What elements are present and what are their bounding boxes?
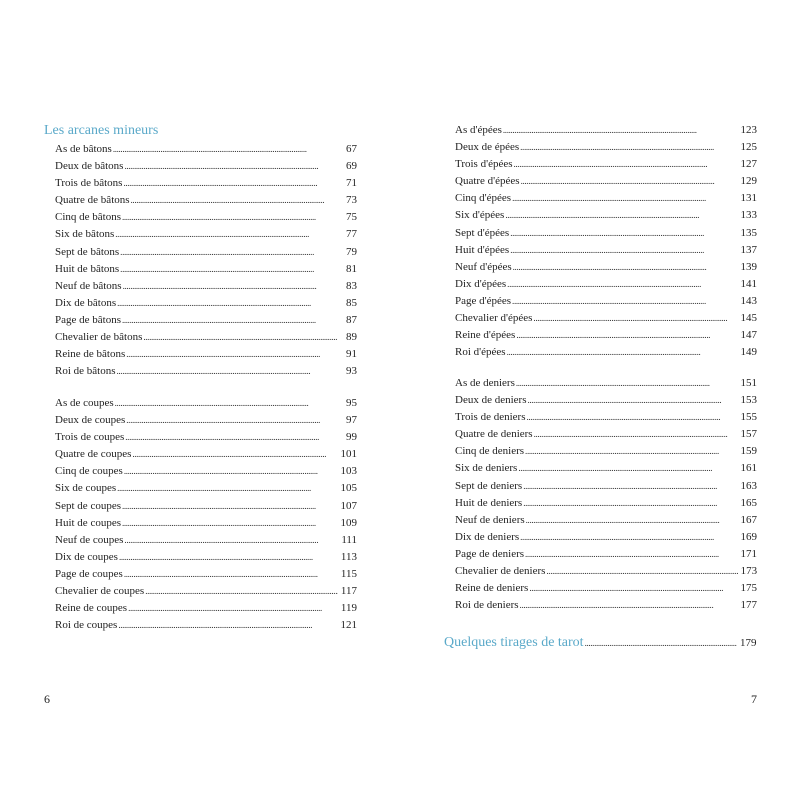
- dot-leader: [512, 190, 737, 207]
- dot-leader: [527, 392, 737, 409]
- dot-leader: [513, 259, 738, 276]
- toc-entry-page-number: 171: [740, 547, 757, 560]
- toc-entry-page-number: 87: [346, 313, 357, 326]
- toc-entry-label: Quatre d'épées: [455, 175, 520, 188]
- toc-entry-label: Cinq de deniers: [455, 445, 525, 458]
- toc-entry-page-number: 131: [740, 192, 757, 205]
- toc-entry-page-number: 95: [346, 397, 357, 409]
- toc-entry-page-number: 139: [740, 260, 757, 273]
- toc-entry-page-number: 155: [740, 411, 757, 424]
- toc-entry-label: Quatre de deniers: [455, 428, 533, 441]
- toc-entry[interactable]: [55, 463, 357, 480]
- toc-entry[interactable]: [55, 498, 357, 515]
- toc-entry[interactable]: [455, 443, 757, 460]
- dot-leader: [124, 532, 338, 549]
- toc-entry-page-number: 89: [346, 331, 357, 344]
- toc-entry-page-number: 173: [740, 565, 758, 578]
- toc-entry[interactable]: [55, 600, 357, 617]
- toc-entry[interactable]: [55, 583, 357, 600]
- toc-entry[interactable]: [55, 395, 357, 412]
- toc-entry-label: Page de bâtons: [55, 313, 121, 326]
- toc-entry[interactable]: [55, 261, 357, 278]
- toc-entry-label: Six d'épées: [455, 209, 505, 222]
- toc-entry-label: Quelques tirages de tarot: [444, 635, 584, 650]
- dot-leader: [526, 512, 738, 529]
- toc-entry-page-number: 179: [740, 637, 757, 649]
- toc-entry-label: Reine d'épées: [455, 329, 516, 342]
- toc-entry[interactable]: [455, 225, 757, 242]
- toc-entry-label: Reine de coupes: [55, 602, 128, 615]
- toc-entry[interactable]: [55, 566, 357, 583]
- dot-leader: [131, 192, 338, 209]
- dot-leader: [534, 426, 738, 443]
- toc-entry[interactable]: [55, 480, 357, 497]
- dot-leader: [126, 346, 338, 363]
- toc-entry-label: Chevalier de coupes: [55, 585, 145, 598]
- toc-entry[interactable]: [455, 190, 757, 207]
- toc-entry[interactable]: [55, 244, 357, 261]
- dot-leader: [518, 460, 737, 477]
- toc-entry-label: Sept de bâtons: [55, 245, 120, 258]
- toc-entry-label: Six de deniers: [455, 462, 518, 475]
- toc-entry-label: Dix d'épées: [455, 277, 507, 290]
- toc-entry-label: Sept de deniers: [455, 479, 523, 492]
- toc-entry[interactable]: [55, 532, 357, 549]
- toc-entry-page-number: 121: [340, 619, 357, 632]
- dot-leader: [546, 563, 737, 580]
- dot-leader: [126, 412, 338, 429]
- toc-entry-label: Dix de bâtons: [55, 296, 117, 309]
- toc-entry-page-number: 99: [346, 431, 357, 444]
- dot-leader: [124, 463, 338, 480]
- toc-entry[interactable]: [455, 512, 757, 529]
- toc-entry-label: Roi de coupes: [55, 619, 118, 632]
- dot-leader: [520, 139, 737, 156]
- toc-entry-label: Huit de bâtons: [55, 262, 120, 275]
- toc-entry-page-number: 175: [740, 582, 757, 595]
- toc-entry[interactable]: [455, 139, 757, 156]
- toc-group-batons: [55, 141, 357, 380]
- dot-leader: [523, 478, 737, 495]
- toc-entry-label: Quatre de bâtons: [55, 194, 130, 207]
- toc-entry-page-number: 103: [340, 465, 357, 478]
- dot-leader: [113, 141, 338, 158]
- toc-entry-page-number: 151: [740, 377, 757, 389]
- toc-entry[interactable]: [55, 278, 357, 295]
- toc-entry-label: Neuf de deniers: [455, 513, 525, 526]
- toc-entry-page-number: 163: [740, 479, 757, 492]
- toc-entry[interactable]: [55, 346, 357, 363]
- dot-leader: [503, 122, 738, 139]
- dot-leader: [516, 327, 737, 344]
- dot-leader: [516, 375, 738, 392]
- dot-leader: [120, 244, 338, 261]
- dot-leader: [123, 175, 338, 192]
- toc-entry-label: Roi d'épées: [455, 346, 506, 359]
- toc-entry[interactable]: [55, 226, 357, 243]
- toc-entry[interactable]: [55, 295, 357, 312]
- toc-entry-label: As de deniers: [455, 377, 515, 389]
- toc-entry-page-number: 69: [346, 160, 357, 173]
- toc-entry-page-number: 169: [740, 530, 757, 543]
- dot-leader: [510, 242, 737, 259]
- toc-entry-label: Trois d'épées: [455, 158, 513, 171]
- toc-entry-page-number: 153: [740, 394, 757, 407]
- toc-entry-label: Huit de coupes: [55, 516, 121, 529]
- toc-entry-page-number: 107: [340, 499, 357, 512]
- toc-entry[interactable]: [455, 597, 757, 614]
- toc-entry[interactable]: [455, 173, 757, 190]
- toc-entry-page-number: 159: [740, 445, 757, 458]
- toc-entry-page-number: 85: [346, 296, 357, 309]
- toc-entry-label: Dix de coupes: [55, 550, 118, 563]
- toc-entry-page-number: 101: [340, 448, 357, 461]
- dot-leader: [117, 363, 339, 380]
- dot-leader: [124, 158, 338, 175]
- toc-entry-page-number: 177: [740, 599, 757, 612]
- toc-entry-label: Page d'épées: [455, 294, 512, 307]
- dot-leader: [143, 329, 338, 346]
- dot-leader: [523, 495, 737, 512]
- toc-entry-page-number: 105: [340, 482, 357, 495]
- toc-entry[interactable]: [455, 242, 757, 259]
- dot-leader: [128, 600, 338, 617]
- toc-entry-page-number: 117: [340, 585, 358, 598]
- page-number-right: 7: [751, 692, 757, 706]
- toc-entry-label: Neuf de coupes: [55, 533, 124, 546]
- toc-group-deniers: [455, 375, 757, 614]
- toc-entry-label: Roi de bâtons: [55, 365, 116, 378]
- toc-entry[interactable]: [55, 515, 357, 532]
- section-title-arcanes-mineurs: Les arcanes mineurs: [44, 123, 159, 138]
- dot-leader: [520, 597, 738, 614]
- toc-group-epees: [455, 122, 757, 361]
- toc-entry-page-number: 135: [740, 226, 757, 239]
- toc-entry[interactable]: [55, 312, 357, 329]
- dot-leader: [520, 529, 737, 546]
- toc-entry-label: Page de coupes: [55, 567, 123, 580]
- toc-entry-label: Chevalier d'épées: [455, 312, 533, 325]
- toc-entry-label: Quatre de coupes: [55, 448, 132, 461]
- toc-entry-page-number: 147: [740, 329, 757, 342]
- toc-entry[interactable]: [55, 549, 357, 566]
- toc-entry-page-number: 91: [346, 348, 357, 361]
- dot-leader: [115, 226, 338, 243]
- toc-entry[interactable]: [55, 446, 357, 463]
- toc-entry[interactable]: [455, 529, 757, 546]
- toc-entry[interactable]: [55, 175, 357, 192]
- toc-entry-page-number: 149: [740, 346, 757, 359]
- toc-entry[interactable]: [455, 563, 757, 580]
- dot-leader: [118, 617, 337, 634]
- dot-leader: [514, 156, 738, 173]
- toc-entry-page-number: 81: [346, 262, 357, 275]
- dot-leader: [521, 173, 738, 190]
- toc-entry-page-number: 119: [340, 602, 357, 615]
- toc-entry[interactable]: [455, 344, 757, 361]
- toc-entry[interactable]: [455, 580, 757, 597]
- toc-entry[interactable]: [55, 363, 357, 380]
- toc-entry-page-number: 73: [346, 194, 357, 207]
- toc-entry[interactable]: [455, 460, 757, 477]
- toc-entry-label: Deux de bâtons: [55, 160, 124, 173]
- toc-entry-label: Neuf de bâtons: [55, 279, 122, 292]
- toc-entry-page-number: 161: [740, 462, 757, 475]
- toc-entry-label: Six de coupes: [55, 482, 117, 495]
- toc-entry-page-number: 71: [346, 177, 357, 190]
- toc-entry-label: Six de bâtons: [55, 228, 115, 241]
- toc-entry-page-number: 83: [346, 279, 357, 292]
- toc-entry-label: Sept d'épées: [455, 226, 510, 239]
- toc-entry[interactable]: [55, 329, 357, 346]
- right-page: [400, 0, 800, 800]
- toc-entry-page-number: 165: [740, 496, 757, 509]
- toc-entry-label: Huit d'épées: [455, 243, 510, 256]
- toc-entry[interactable]: [455, 409, 757, 426]
- dot-leader: [585, 638, 737, 648]
- toc-entry[interactable]: [455, 426, 757, 443]
- toc-entry[interactable]: [455, 122, 757, 139]
- toc-entry-page-number: 129: [740, 175, 757, 188]
- dot-leader: [120, 261, 338, 278]
- toc-entry-page-number: 125: [740, 141, 757, 154]
- toc-entry-page-number: 143: [740, 294, 757, 307]
- toc-entry-page-number: 93: [346, 365, 357, 378]
- toc-entry-page-number: 109: [340, 516, 357, 529]
- toc-entry-page-number: 167: [740, 513, 757, 526]
- toc-entry[interactable]: [455, 276, 757, 293]
- dot-leader: [125, 429, 338, 446]
- dot-leader: [525, 443, 737, 460]
- dot-leader: [132, 446, 337, 463]
- dot-leader: [525, 546, 737, 563]
- toc-entry-label: Sept de coupes: [55, 499, 121, 512]
- toc-entry-label: Cinq d'épées: [455, 192, 512, 205]
- toc-entry[interactable]: [455, 495, 757, 512]
- toc-entry-label: Cinq de coupes: [55, 465, 123, 478]
- toc-entry-page-number: 141: [740, 277, 757, 290]
- toc-entry[interactable]: [55, 192, 357, 209]
- toc-entry-page-number: 97: [346, 414, 357, 427]
- toc-entry-label: Neuf d'épées: [455, 260, 512, 273]
- toc-entry-label: Trois de coupes: [55, 431, 125, 444]
- toc-entry-page-number: 113: [340, 550, 357, 563]
- toc-entry-page-number: 127: [740, 158, 757, 171]
- toc-entry-label: As d'épées: [455, 124, 502, 136]
- dot-leader: [512, 293, 737, 310]
- toc-entry-label: Deux de épées: [455, 141, 520, 154]
- dot-leader: [122, 312, 338, 329]
- toc-entry-label: Chevalier de deniers: [455, 565, 546, 578]
- toc-entry[interactable]: [55, 158, 357, 175]
- toc-entry-page-number: 115: [340, 567, 357, 580]
- toc-entry-label: As de bâtons: [55, 143, 112, 155]
- toc-entry[interactable]: [55, 141, 357, 158]
- dot-leader: [505, 207, 737, 224]
- toc-entry-page-number: 123: [740, 124, 757, 136]
- toc-entry[interactable]: [455, 375, 757, 392]
- toc-entry-label: Cinq de bâtons: [55, 211, 121, 224]
- toc-entry-label: Trois de bâtons: [55, 177, 123, 190]
- dot-leader: [124, 566, 338, 583]
- dot-leader: [533, 310, 737, 327]
- dot-leader: [529, 580, 737, 597]
- dot-leader: [122, 515, 338, 532]
- toc-entry-page-number: 75: [346, 211, 357, 224]
- toc-entry[interactable]: [55, 412, 357, 429]
- toc-entry-page-number: 77: [346, 228, 357, 241]
- toc-entry[interactable]: [455, 392, 757, 409]
- toc-entry[interactable]: [455, 207, 757, 224]
- toc-entry-label: Deux de coupes: [55, 414, 126, 427]
- dot-leader: [526, 409, 737, 426]
- toc-group-coupes: [55, 395, 357, 634]
- dot-leader: [145, 583, 338, 600]
- toc-entry-label: Roi de deniers: [455, 599, 519, 612]
- dot-leader: [122, 498, 338, 515]
- toc-entry-label: Reine de bâtons: [55, 348, 126, 361]
- dot-leader: [507, 344, 738, 361]
- toc-entry-label: Chevalier de bâtons: [55, 331, 143, 344]
- dot-leader: [115, 395, 338, 412]
- toc-entry[interactable]: [455, 478, 757, 495]
- toc-entry-page-number: 145: [740, 312, 757, 325]
- dot-leader: [507, 276, 737, 293]
- toc-entry-page-number: 111: [341, 533, 357, 546]
- toc-entry[interactable]: [455, 310, 757, 327]
- dot-leader: [117, 295, 338, 312]
- toc-entry-label: Dix de deniers: [455, 530, 520, 543]
- toc-entry-label: Trois de deniers: [455, 411, 526, 424]
- toc-entry-label: Deux de deniers: [455, 394, 527, 407]
- toc-entry-page-number: 67: [346, 143, 357, 155]
- dot-leader: [123, 278, 338, 295]
- toc-entry[interactable]: [455, 259, 757, 276]
- toc-entry-page-number: 79: [346, 245, 357, 258]
- toc-entry-label: Huit de deniers: [455, 496, 523, 509]
- toc-entry-label: Page de deniers: [455, 547, 525, 560]
- toc-entry[interactable]: [455, 293, 757, 310]
- toc-entry[interactable]: [55, 209, 357, 226]
- toc-entry[interactable]: [55, 617, 357, 634]
- toc-entry-page-number: 137: [740, 243, 757, 256]
- toc-entry[interactable]: [455, 156, 757, 173]
- toc-entry[interactable]: [455, 546, 757, 563]
- toc-entry-label: As de coupes: [55, 397, 114, 409]
- dot-leader: [510, 225, 737, 242]
- toc-entry-quelques-tirages[interactable]: [444, 635, 756, 651]
- page-number-left: 6: [44, 692, 50, 706]
- toc-entry-page-number: 157: [740, 428, 757, 441]
- dot-leader: [119, 549, 338, 566]
- toc-entry[interactable]: [455, 327, 757, 344]
- toc-entry[interactable]: [55, 429, 357, 446]
- toc-entry-label: Reine de deniers: [455, 582, 529, 595]
- toc-entry-page-number: 133: [740, 209, 757, 222]
- dot-leader: [117, 480, 337, 497]
- dot-leader: [122, 209, 338, 226]
